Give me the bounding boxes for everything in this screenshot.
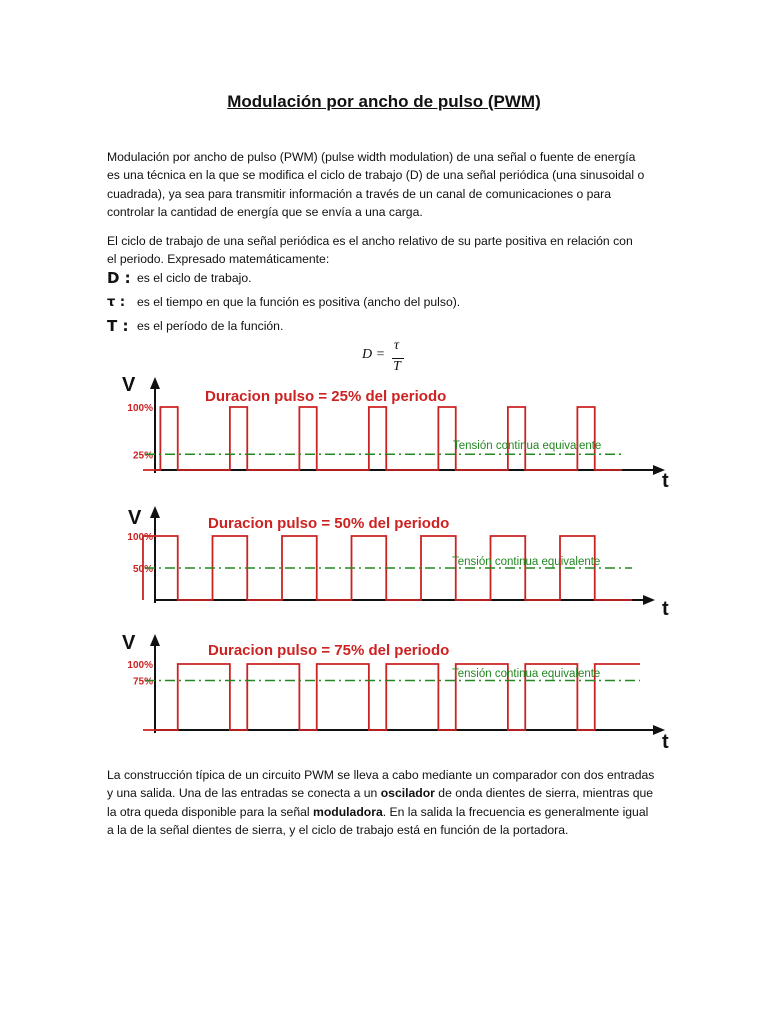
- y-tick-label: 100%: [127, 403, 153, 414]
- intro-line: es una técnica en la que se modifica el ciclo de trabajo (D) de una señal periódica (una sinusoidal o: [107, 168, 645, 183]
- intro-line: controlar la cantidad de energía que se envía a una carga.: [107, 204, 423, 219]
- mean-voltage-annotation: Tensión continua equivalente: [453, 440, 602, 452]
- intro-line: Modulación por ancho de pulso (PWM) (pulse width modulation) de una señal o fuente de energía: [107, 150, 636, 164]
- pwm-chart-25: [0, 365, 768, 495]
- y-axis-label: V: [122, 632, 136, 654]
- pwm-chart-50: [0, 500, 768, 625]
- formula-lhs: D =: [362, 347, 386, 362]
- construction-text: . En la salida la frecuencia es generalmente igual: [382, 804, 649, 819]
- chart-title: Duracion pulso = 50% del periodo: [208, 515, 450, 532]
- definition-tau: [107, 292, 460, 312]
- construction-text: y una salida. Una de las entradas se conecta a un: [107, 786, 381, 801]
- oscillator-term: oscilador: [380, 786, 435, 801]
- y-tick-label: 25%: [132, 450, 153, 462]
- pwm-chart-75: [0, 628, 768, 753]
- x-axis-label: t: [662, 731, 669, 753]
- definition-text: es el ciclo de trabajo.: [137, 271, 252, 285]
- definition-text: es el tiempo en que la función es positiva (ancho del pulso).: [137, 295, 461, 309]
- y-axis-arrow-icon: [150, 377, 160, 389]
- construction-paragraph: [107, 766, 662, 839]
- mean-voltage-annotation: Tensión continua equivalente: [452, 668, 601, 680]
- construction-text: la otra queda disponible para la señal: [107, 804, 313, 819]
- duty-line: El ciclo de trabajo de una señal periódica es el ancho relativo de su parte positiva en relación con: [107, 234, 633, 248]
- definition-symbol: T :: [107, 317, 129, 335]
- y-axis-arrow-icon: [150, 506, 160, 518]
- x-axis-arrow-icon: [643, 595, 655, 605]
- y-tick-label: 100%: [127, 532, 153, 543]
- y-tick-label: 50%: [132, 564, 153, 575]
- formula-denominator: T: [393, 359, 401, 374]
- definition-symbol: D :: [107, 269, 131, 287]
- construction-line: [107, 784, 662, 802]
- mean-voltage-annotation: Tensión continua equivalente: [452, 556, 601, 568]
- construction-line: La construcción típica de un circuito PWM se lleva a cabo mediante un comparador con dos entradas: [107, 768, 655, 782]
- duty-line: el periodo. Expresado matemáticamente:: [107, 252, 330, 267]
- definition-t: [107, 316, 283, 336]
- x-axis-label: t: [662, 598, 669, 620]
- chart-title: Duracion pulso = 75% del periodo: [208, 642, 450, 659]
- duty-paragraph: [107, 232, 662, 269]
- intro-line: cuadrada), ya sea para transmitir información a través de un canal de comunicaciones o para: [107, 186, 612, 201]
- definition-d: [107, 268, 252, 288]
- construction-text: de onda dientes de sierra, mientras que: [434, 786, 654, 801]
- chart-title: Duracion pulso = 25% del periodo: [205, 388, 447, 405]
- page-title: Modulación por ancho de pulso (PWM): [227, 92, 541, 111]
- x-axis-label: t: [662, 470, 669, 492]
- y-axis-arrow-icon: [150, 634, 160, 646]
- y-axis-label: V: [128, 507, 142, 529]
- pwm-signal: [143, 407, 622, 470]
- intro-paragraph: [107, 148, 662, 221]
- y-axis-label: V: [122, 374, 136, 396]
- definition-text: es el período de la función.: [137, 319, 284, 333]
- formula-numerator: τ: [394, 338, 400, 353]
- definition-symbol: τ :: [107, 294, 126, 310]
- construction-line: [107, 803, 662, 821]
- modulating-term: moduladora: [312, 804, 383, 819]
- y-tick-label: 75%: [132, 676, 153, 688]
- y-tick-label: 100%: [127, 660, 153, 671]
- construction-line: a la de la señal dientes de sierra, y el ciclo de trabajo está en función de la portadora.: [107, 822, 569, 837]
